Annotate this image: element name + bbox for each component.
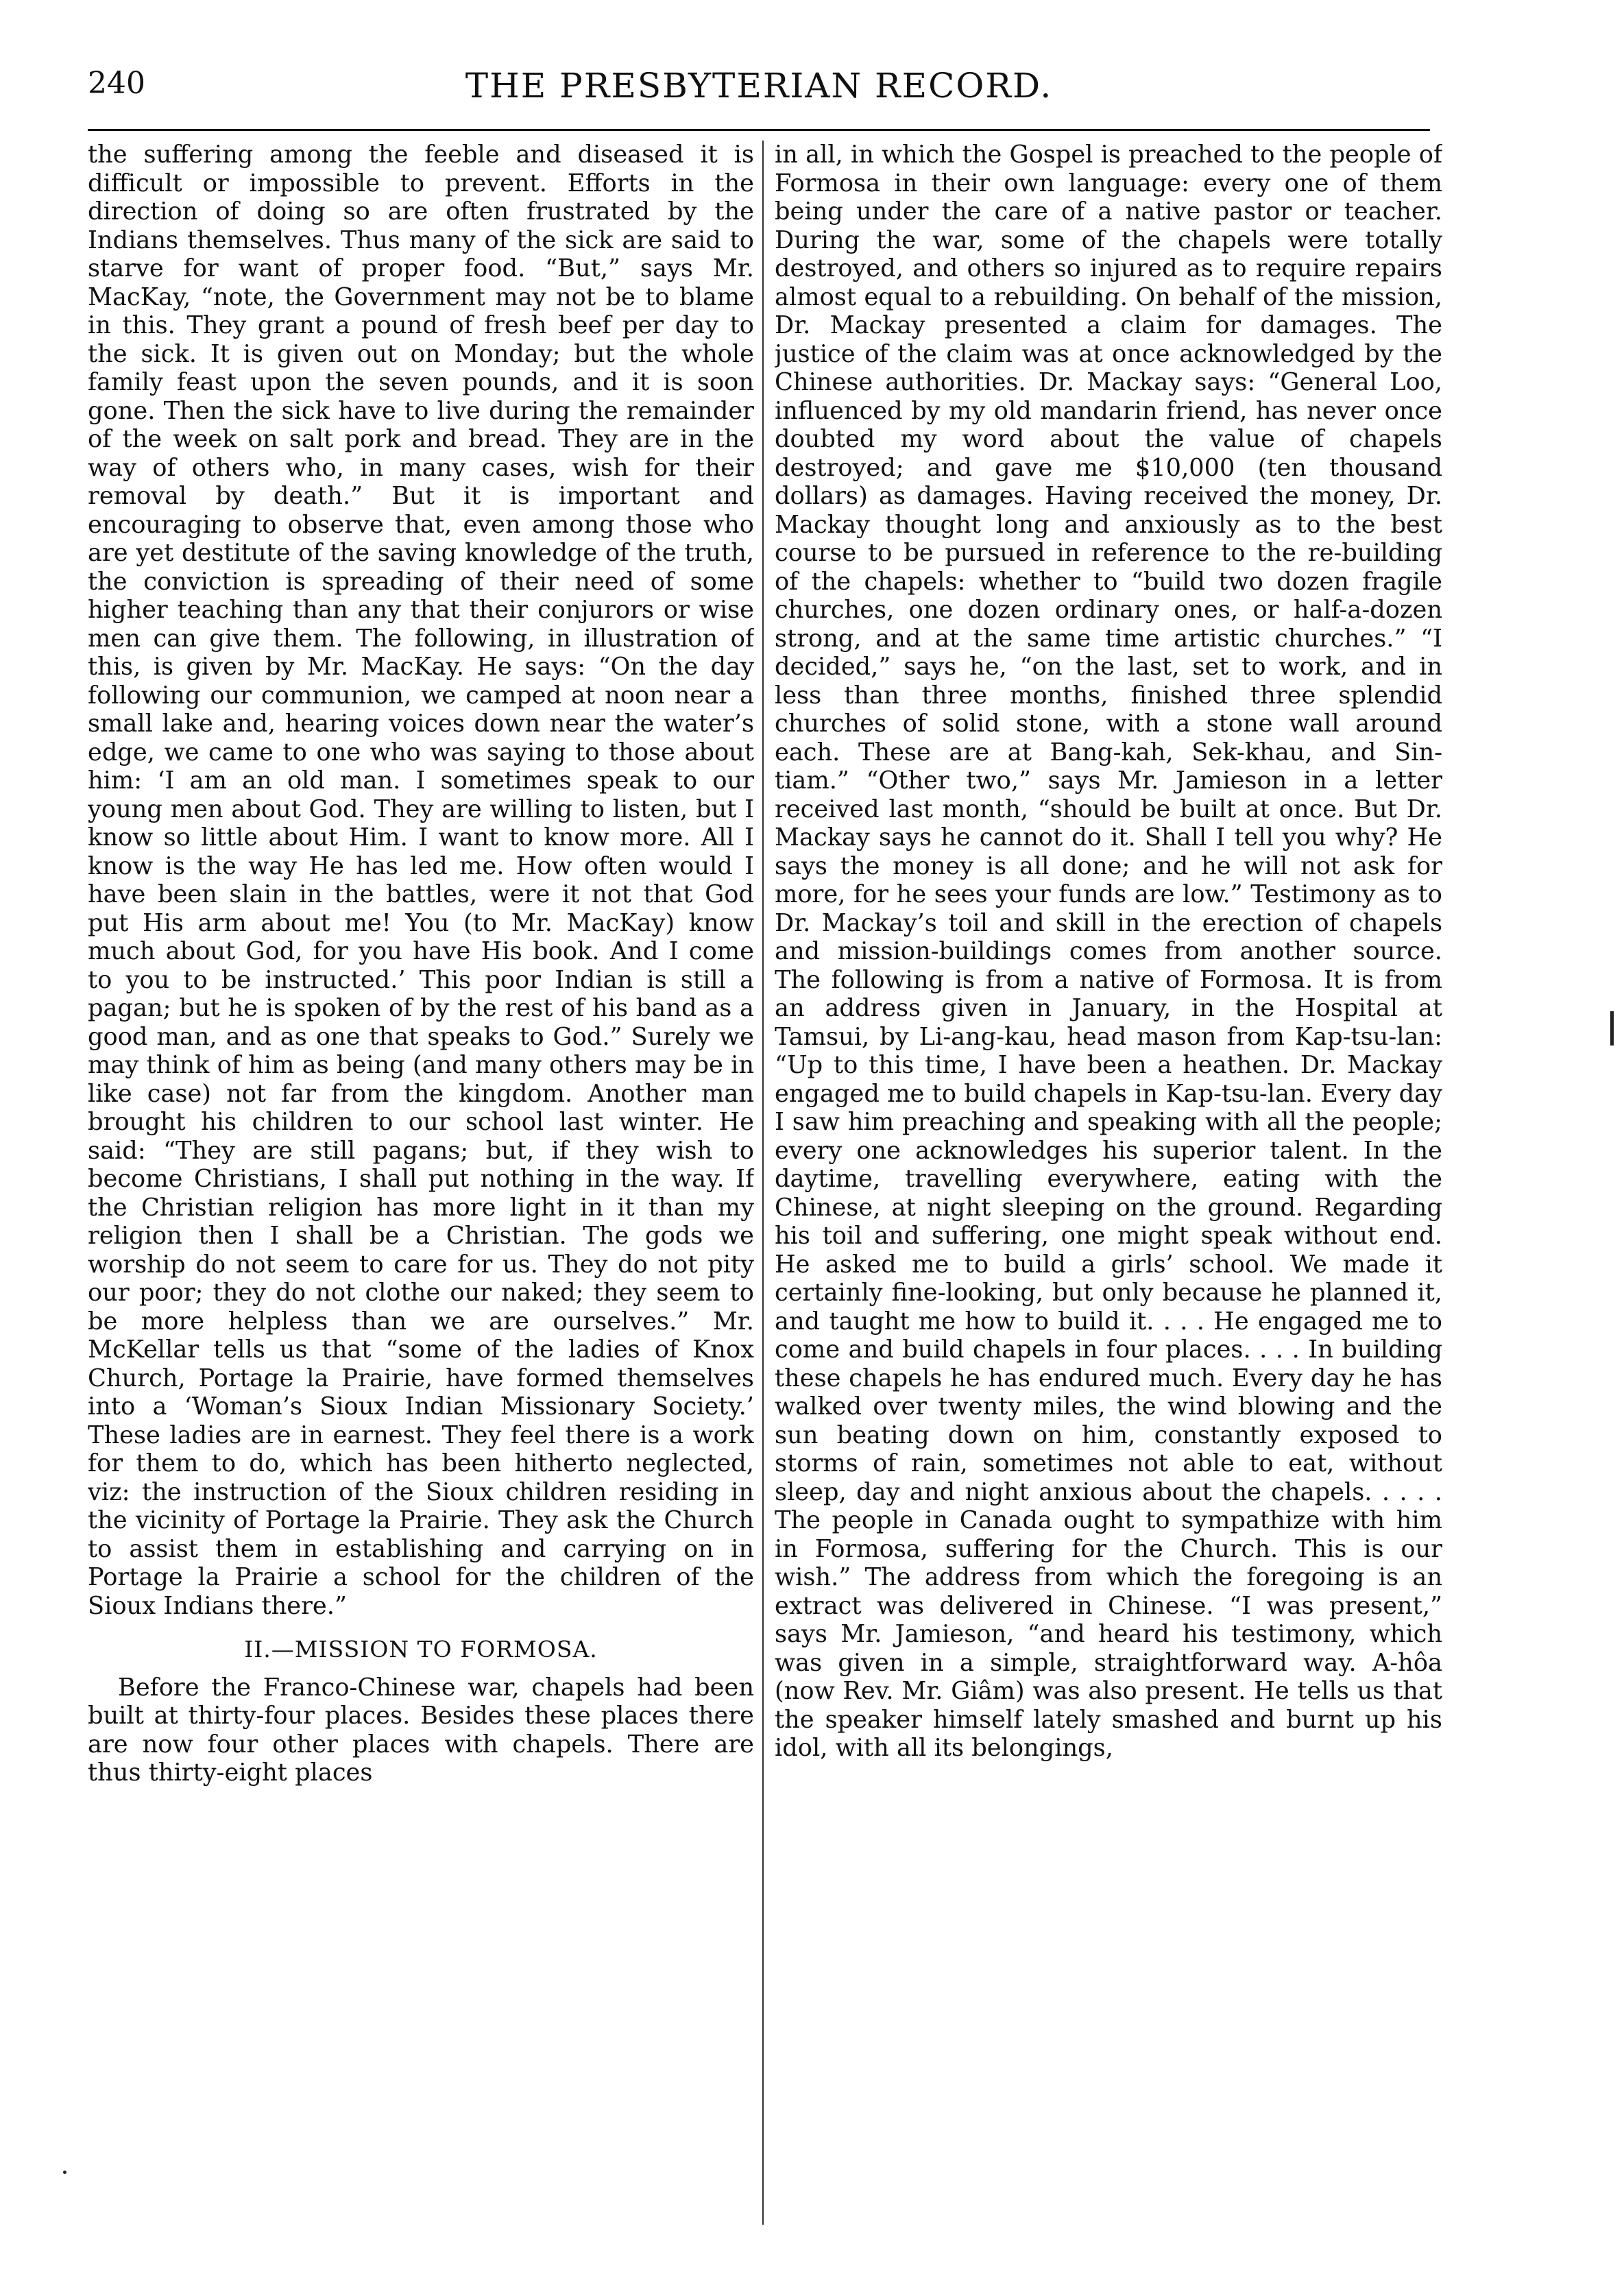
- header-rule: [88, 129, 1430, 131]
- column-divider: [762, 141, 764, 2225]
- page-number: 240: [88, 66, 145, 101]
- left-column: [88, 141, 754, 2225]
- section-heading: II.—MISSION TO FORMOSA.: [244, 1636, 598, 1663]
- left-paragraph-1: the suffering among the feeble and diseased it is difficult or impossible to prevent. Efforts in the direction of doing so are often frustrated by the Indians themselves. Thus many of the sick are said to starve for want of proper food. “But,” says Mr. MacKay, “note, the Government may not be to blame in this. They grant a pound of fresh beef per day to the sick. It is given out on Monday; but the whole family feast upon the seven pounds, and it is soon gone. Then the sick have to live during the remainder of the week on salt pork and bread. They are in the way of others who, in many cases, wish for their removal by death.” But it is important and encouraging to observe that, even among those who are yet destitute of the saving knowledge of the truth, the conviction is spreading of their need of some higher teaching than any that their conjurors or wise men can give them. The following, in illustration of this, is given by Mr. MacKay. He says: “On the day following our communion, we camped at noon near a small lake and, hearing voices down near the water’s edge, we came to one who was saying to those about him: ‘I am an old man. I sometimes speak to our young men about God. They are willing to listen, but I know so little about Him. I want to know more. All I know is the way He has led me. How often would I have been slain in the battles, were it not that God put His arm about me! You (to Mr. MacKay) know much about God, for you have His book. And I come to you to be instructed.’ This poor Indian is still a pagan; but he is spoken of by the rest of his band as a good man, and as one that speaks to God.” Surely we may think of him as being (and many others may be in like case) not far from the kingdom. Another man brought his children to our school last winter. He said: “They are still pagans; but, if they wish to become Christians, I shall put nothing in the way. If the Christian religion has more light in it than my religion then I shall be a Christian. The gods we worship do not seem to care for us. They do not pity our poor; they do not clothe our naked; they seem to be more helpless than we are ourselves.” Mr. McKellar tells us that “some of the ladies of Knox Church, Portage la Prairie, have formed themselves into a ‘Woman’s Sioux Indian Missionary Society.’ These ladies are in earnest. They feel there is a work for them to do, which has been hitherto neglected, viz: the instruction of the Sioux children residing in the vicinity of Portage la Prairie. They ask the Church to assist them in establishing and carrying on in Portage la Prairie a school for the children of the Sioux Indians there.”: [88, 141, 754, 1620]
- journal-title: THE PRESBYTERIAN RECORD.: [465, 66, 1053, 106]
- right-column: [775, 141, 1442, 2225]
- left-paragraph-2: Before the Franco-Chinese war, chapels had been built at thirty-four places. Besides these places there are now four other places with chapels. There are thus thirty-eight places: [88, 1673, 754, 1787]
- margin-mark: [1610, 1011, 1614, 1046]
- right-paragraph-1: in all, in which the Gospel is preached to the people of Formosa in their own language: every one of them being under the care of a native pastor or teacher. During the war, some of the chapels were totally destroyed, and others so injured as to require repairs almost equal to a rebuilding. On behalf of the mission, Dr. Mackay presented a claim for damages. The justice of the claim was at once acknowledged by the Chinese authorities. Dr. Mackay says: “General Loo, influenced by my old mandarin friend, has never once doubted my word about the value of chapels destroyed; and gave me $10,000 (ten thousand dollars) as damages. Having received the money, Dr. Mackay thought long and anxiously as to the best course to be pursued in reference to the re-building of the chapels: whether to “build two dozen fragile churches, one dozen ordinary ones, or half-a-dozen strong, and at the same time artistic churches.” “I decided,” says he, “on the last, set to work, and in less than three months, finished three splendid churches of solid stone, with a stone wall around each. These are at Bang-kah, Sek-khau, and Sin-tiam.” “Other two,” says Mr. Jamieson in a letter received last month, “should be built at once. But Dr. Mackay says he cannot do it. Shall I tell you why? He says the money is all done; and he will not ask for more, for he sees your funds are low.” Testimony as to Dr. Mackay’s toil and skill in the erection of chapels and mission-buildings comes from another source. The following is from a native of Formosa. It is from an address given in January, in the Hospital at Tamsui, by Li-ang-kau, head mason from Kap-tsu-lan: “Up to this time, I have been a heathen. Dr. Mackay engaged me to build chapels in Kap-tsu-lan. Every day I saw him preaching and speaking with all the people; every one acknowledges his superior talent. In the daytime, travelling everywhere, eating with the Chinese, at night sleeping on the ground. Regarding his toil and suffering, one might speak without end. He asked me to build a girls’ school. We made it certainly fine-looking, but only because he planned it, and taught me how to build it. . . . He engaged me to come and build chapels in four places. . . . In building these chapels he has endured much. Every day he has walked over twenty miles, the wind blowing and the sun beating down on him, constantly exposed to storms of rain, sometimes not able to eat, without sleep, day and night anxious about the chapels. . . . . The people in Canada ought to sympathize with him in Formosa, suffering for the Church. This is our wish.” The address from which the foregoing is an extract was delivered in Chinese. “I was present,” says Mr. Jamieson, “and heard his testimony, which was given in a simple, straightforward way. A-hôa (now Rev. Mr. Giâm) was also present. He tells us that the speaker himself lately smashed and burnt up his idol, with all its belongings,: [775, 141, 1442, 1762]
- page-header: [88, 66, 1430, 114]
- ink-speck: [63, 2171, 66, 2174]
